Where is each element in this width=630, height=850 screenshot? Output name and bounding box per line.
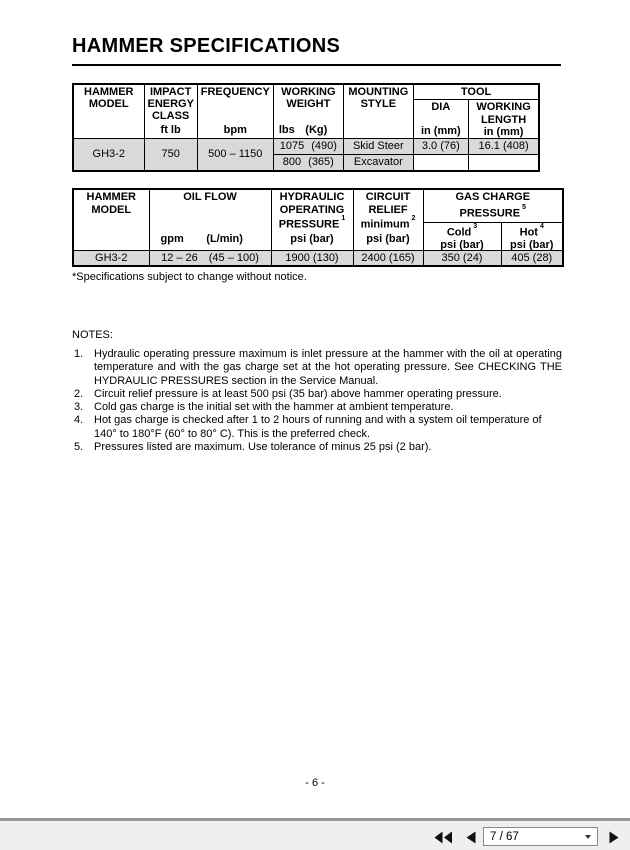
- table-row: [73, 139, 539, 155]
- page-number-footer: - 6 -: [305, 777, 325, 789]
- cell-empty: [413, 155, 468, 171]
- spec-footnote: *Specifications subject to change without notice.: [72, 271, 307, 283]
- col-header-circuit-relief: CIRCUIT RELIEF minimum$^2$ psi (bar): [353, 189, 423, 250]
- col-header-oil-flow: OIL FLOW gpm (L/min): [149, 189, 271, 250]
- next-page-button[interactable]: [604, 830, 624, 844]
- cell-model: GH3-2: [73, 139, 144, 171]
- cell-gas-cold: 350 (24): [423, 250, 501, 266]
- cell-mounting-1: Skid Steer: [343, 139, 413, 155]
- col-header-hydraulic-pressure: HYDRAULIC OPERATING PRESSURE$^1$ psi (bar): [271, 189, 353, 250]
- cell-weight-1: 1075 (490): [273, 139, 343, 155]
- col-header-gas-cold: Cold$^3$ psi (bar): [423, 222, 501, 250]
- notes-list: [74, 348, 562, 454]
- col-header-tool-dia: DIA in (mm): [413, 100, 468, 139]
- col-header-hammer-model: HAMMER MODEL: [73, 84, 144, 139]
- cell-weight-2: 800 (365): [273, 155, 343, 171]
- page-indicator-value: 7 / 67: [490, 830, 519, 843]
- cell-hydraulic: 1900 (130): [271, 250, 353, 266]
- note-item: 3. Cold gas charge is the initial set with the hammer at ambient temperature.: [74, 401, 454, 414]
- cell-impact-energy: 750: [144, 139, 197, 171]
- previous-page-button[interactable]: [461, 830, 481, 844]
- cell-empty: [468, 155, 539, 171]
- cell-model-2: GH3-2: [73, 250, 149, 266]
- note-item: 2. Circuit relief pressure is at least 500 psi (35 bar) above hammer operating pressure.: [74, 387, 502, 400]
- dropdown-arrow-icon[interactable]: [585, 835, 591, 839]
- hammer-spec-table-2: [72, 188, 564, 267]
- cell-working-length: 16.1 (408): [468, 139, 539, 155]
- right-arrow-icon: [609, 831, 619, 844]
- table-row: [73, 250, 563, 266]
- cell-mounting-2: Excavator: [343, 155, 413, 171]
- previous-view-button[interactable]: [433, 830, 453, 844]
- cell-circuit-relief: 2400 (165): [353, 250, 423, 266]
- col-group-header-tool: TOOL: [413, 84, 539, 100]
- col-group-header-gas-charge: GAS CHARGE PRESSURE$^5$: [423, 189, 563, 222]
- cell-gas-hot: 405 (28): [501, 250, 563, 266]
- col-header-frequency: FREQUENCY bpm: [197, 84, 273, 139]
- double-left-arrow-icon: [434, 831, 453, 844]
- page-number-combobox[interactable]: [483, 827, 598, 846]
- note-item: 5. Pressures listed are maximum. Use tolerance of minus 25 psi (2 bar).: [74, 441, 432, 454]
- page-title: HAMMER SPECIFICATIONS: [72, 35, 341, 57]
- col-header-hammer-model-2: HAMMER MODEL: [73, 189, 149, 250]
- note-item: 4. Hot gas charge is checked after 1 to 2 hours of running and with a system oil temperature of 140° to 180°F (60° to 80° C). This is the preferred check.: [74, 414, 542, 440]
- page-navigation-toolbar: [0, 818, 630, 850]
- col-header-impact-energy: IMPACT ENERGY CLASS ft lb: [144, 84, 197, 139]
- title-underline: [72, 64, 561, 66]
- notes-heading: NOTES:: [72, 329, 113, 341]
- left-arrow-icon: [466, 831, 476, 844]
- cell-oil-flow: 12 – 26 (45 – 100): [149, 250, 271, 266]
- col-header-tool-working-length: WORKING LENGTH in (mm): [468, 100, 539, 139]
- col-header-mounting-style: MOUNTING STYLE: [343, 84, 413, 139]
- col-header-working-weight: WORKING WEIGHT lbs (Kg): [273, 84, 343, 139]
- hammer-spec-table-1: [72, 83, 540, 172]
- cell-dia: 3.0 (76): [413, 139, 468, 155]
- note-item: 1. Hydraulic operating pressure maximum is inlet pressure at the hammer with the oil at operating temperature and with the gas charge set at the hot operating pressure. See CHECKING THE HYDRAULIC PRESSURES section in the Service Manual.: [74, 348, 562, 387]
- cell-frequency: 500 – 1150: [197, 139, 273, 171]
- col-header-gas-hot: Hot$^4$ psi (bar): [501, 222, 563, 250]
